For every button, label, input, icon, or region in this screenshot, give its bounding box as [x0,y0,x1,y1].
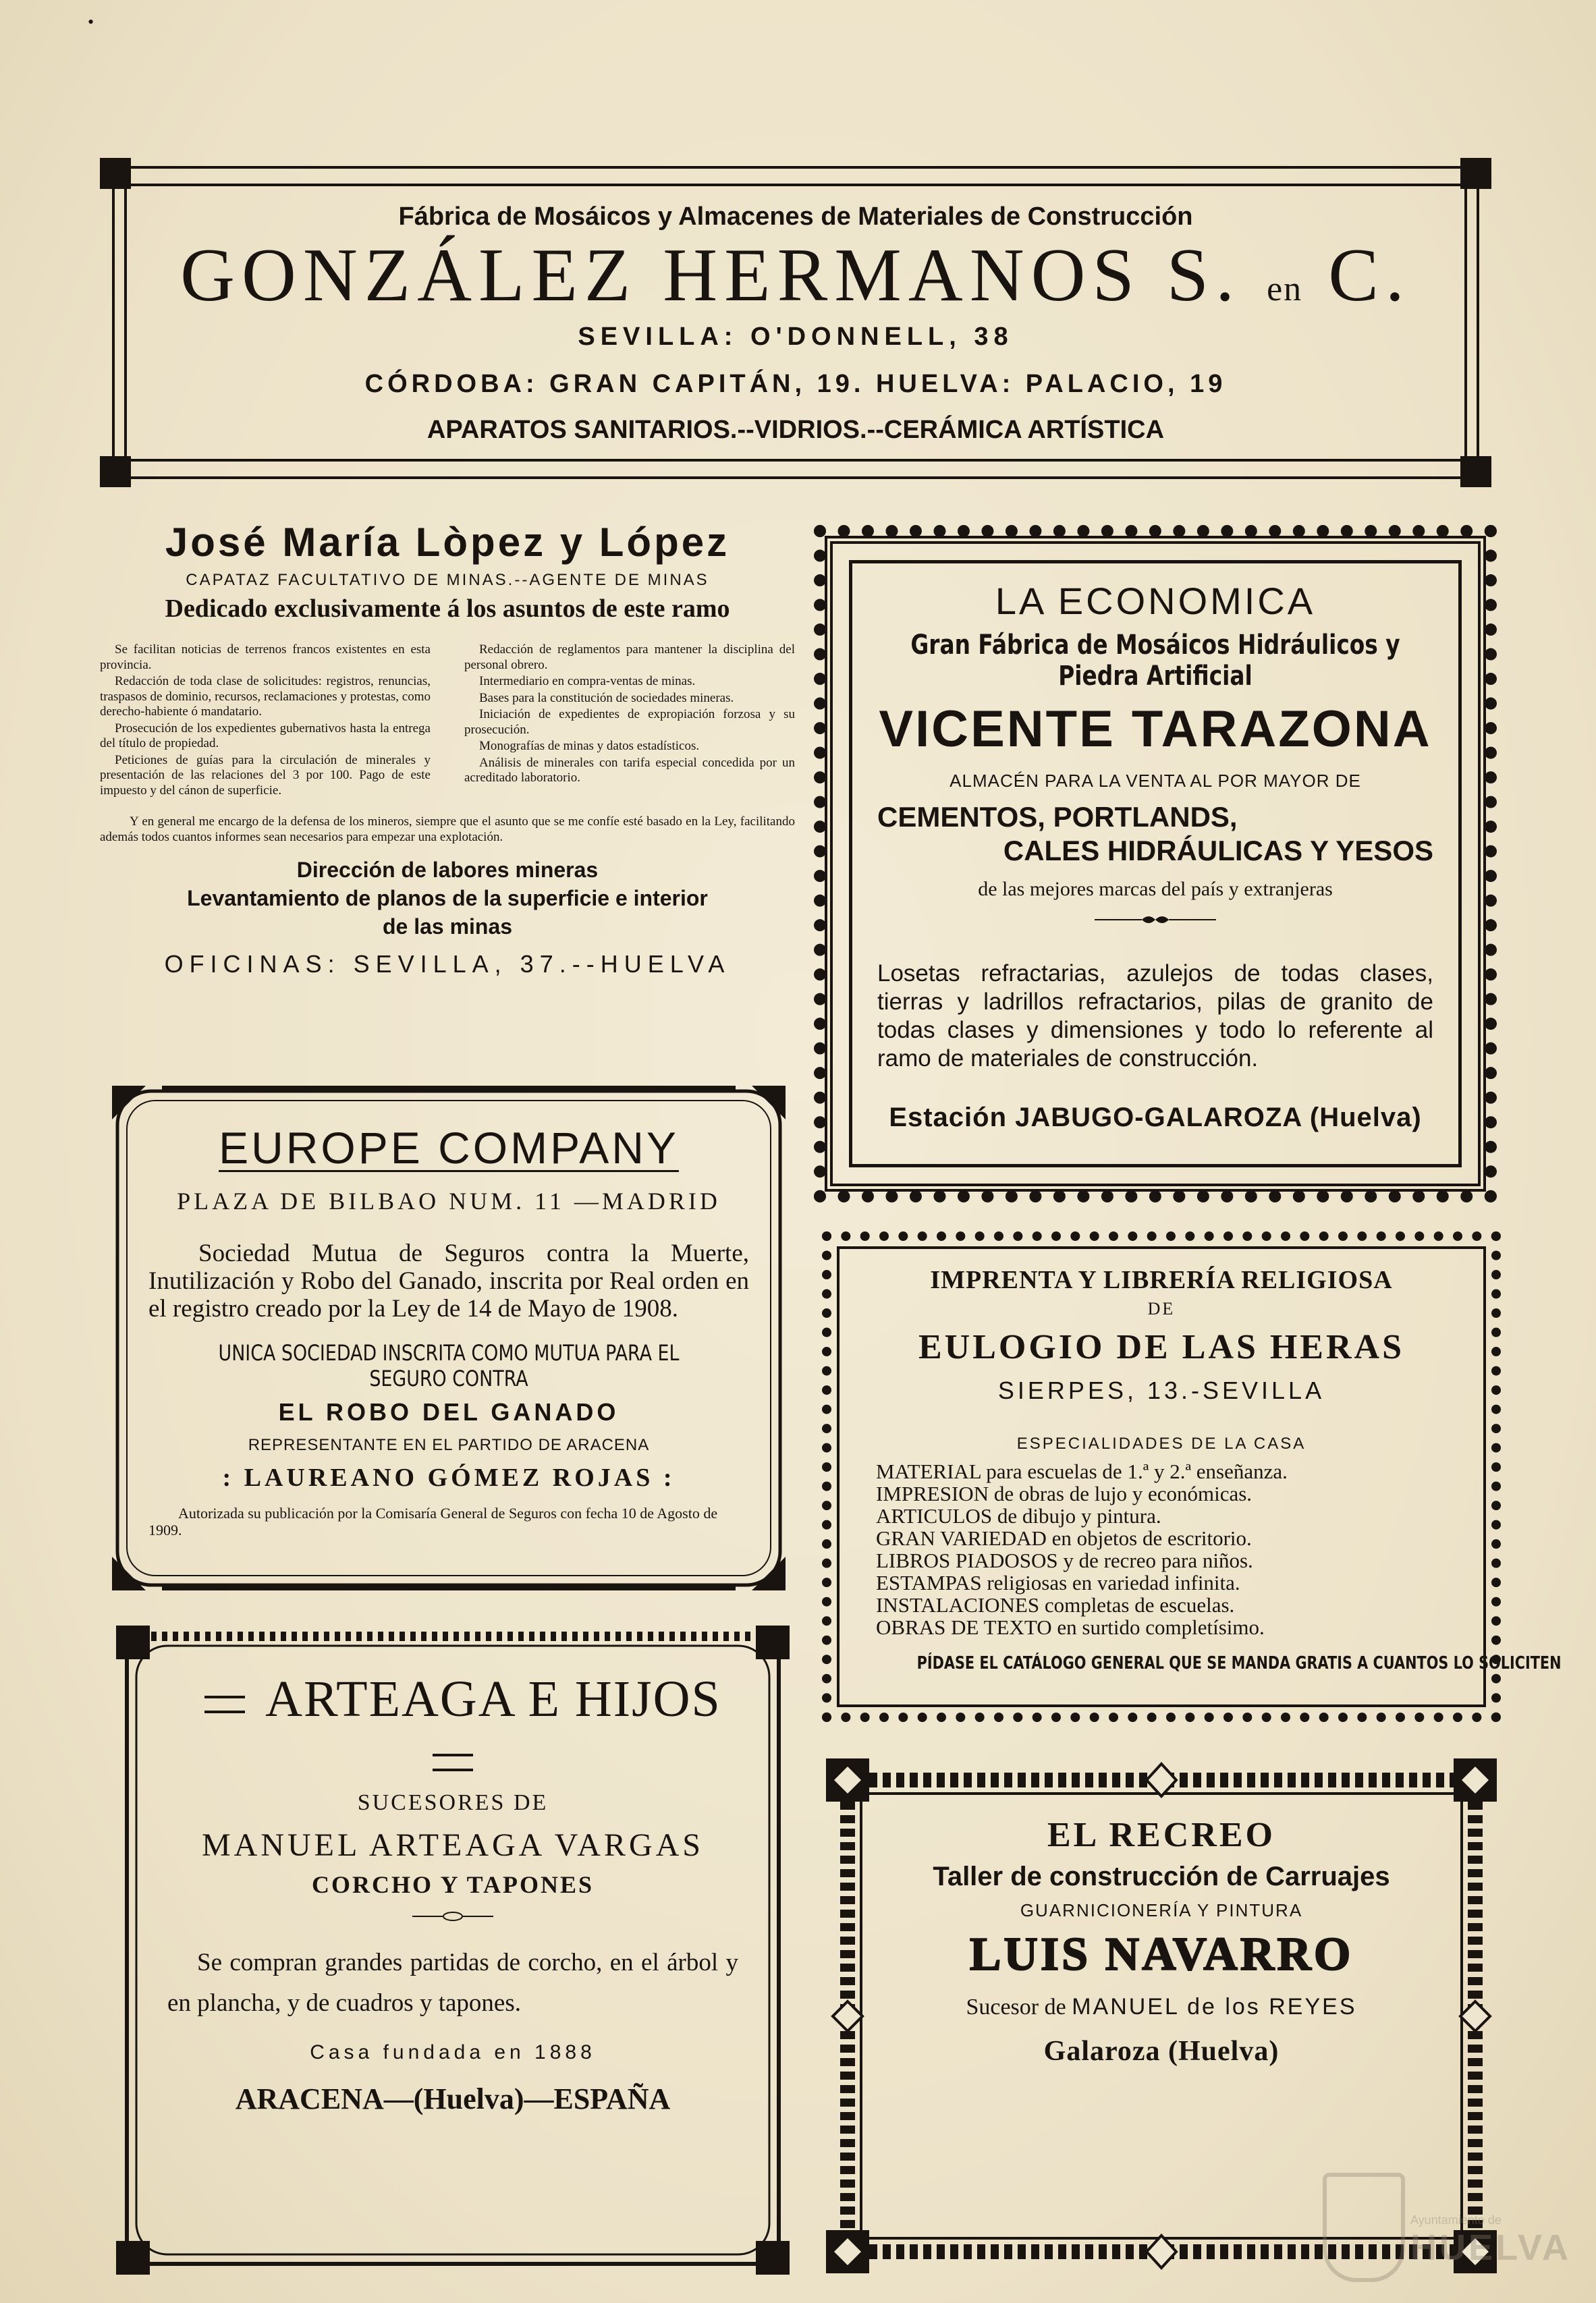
lopez-direction [100,856,795,941]
eulogio-specialties: ESPECIALIDADES DE LA CASA [1016,1435,1306,1453]
economica-products-2: CALES HIDRÁULICAS Y YESOS [1003,835,1433,866]
arteaga-title [154,1670,752,1786]
ad-gonzalez-hermanos [100,154,1491,491]
list-item: ESTAMPAS religiosas en variedad infinita. [876,1571,1240,1594]
economica-title: LA ECONOMICA [995,580,1316,622]
lopez-column-right [464,642,795,800]
lopez-subtitle: CAPATAZ FACULTATIVO DE MINAS.--AGENTE DE MINAS [186,571,709,589]
list-item: MATERIAL para escuelas de 1.ª y 2.ª enseñanza. [876,1460,1288,1483]
corner-square [1460,158,1491,189]
archive-watermark [1316,2166,1571,2287]
arteaga-content [154,1670,752,2116]
arteaga-successors: SUCESORES DE [357,1790,549,1815]
economica-factory: Gran Fábrica de Mosáicos Hidráulicos y Piedra Artificial [910,630,1400,692]
europe-auth: Autorizada su publicación por la Comisaría General de Seguros con fecha 10 de Agosto de 1909. [148,1505,718,1538]
lopez-offices: OFICINAS: SEVILLA, 37.--HUELVA [164,950,731,978]
list-item: Redacción de toda clase de solicitudes: registros, renuncias, traspasos de dominio, recursos, reclamaciones y protestas, como derecho-habiente ó mandatario. [100,674,431,719]
gonzalez-name [100,235,1491,330]
europe-unique: UNICA SOCIEDAD INSCRITA COMO MUTUA PARA EL SEGURO CONTRA [218,1340,680,1391]
lopez-general-text: Y en general me encargo de la defensa de los mineros, siempre que el asunto que se me confíe esté basado en la Ley, facilitando además todos cuantos informes sean necesarios para empezar una explotación. [100,814,795,844]
gonzalez-name-c: C. [1328,233,1411,317]
lopez-direction-line: Dirección de labores mineras [296,858,599,882]
recreo-place: Galaroza (Huelva) [1043,2036,1279,2067]
eulogio-de: DE [1147,1299,1176,1319]
eulogio-title: IMPRENTA Y LIBRERÍA RELIGIOSA [930,1266,1393,1294]
europe-body: Sociedad Mutua de Seguros contra la Muerte, Inutilización y Robo del Ganado, inscrita por Real orden en el registro creado por la Ley de 14 de Mayo de 1908. [148,1240,749,1323]
stray-mark: • [88,12,94,32]
list-item: OBRAS DE TEXTO en surtido completísimo. [876,1615,1265,1639]
europe-rep: REPRESENTANTE EN EL PARTIDO DE ARACENA [248,1436,650,1454]
title-dash-right [433,1754,473,1771]
eulogio-address: SIERPES, 13.-SEVILLA [997,1377,1325,1404]
economica-products-1: CEMENTOS, PORTLANDS, [877,801,1238,833]
title-dash-left [204,1696,245,1713]
list-item: INSTALACIONES completas de escuelas. [876,1593,1235,1617]
list-item: ARTICULOS de dibujo y pintura. [876,1504,1161,1528]
arteaga-founded: Casa fundada en 1888 [310,2041,596,2063]
ad-eulogio-de-las-heras [822,1231,1562,1722]
arteaga-product: CORCHO Y TAPONES [311,1871,595,1898]
corner-square [100,158,131,189]
recreo-extra: GUARNICIONERÍA Y PINTURA [1020,1900,1303,1920]
gonzalez-name-main: GONZÁLEZ HERMANOS S. [180,233,1242,317]
list-item: Iniciación de expedientes de expropiación forzosa y su prosecución. [464,707,795,737]
recreo-workshop: Taller de construcción de Carruajes [933,1862,1390,1891]
economica-warehouse: ALMACÉN PARA LA VENTA AL POR MAYOR DE [950,771,1361,791]
lopez-name: José María Lòpez y López [165,520,730,565]
gonzalez-products: APARATOS SANITARIOS.--VIDRIOS.--CERÁMICA ARTÍSTICA [426,416,1165,444]
eulogio-content [856,1265,1562,1673]
lopez-services-columns [100,642,795,800]
recreo-successor-name: MANUEL de los REYES [1072,1994,1357,2020]
lopez-column-left [100,642,431,800]
list-item: Intermediario en compra-ventas de minas. [479,674,696,688]
arteaga-title-text: ARTEAGA E HIJOS [265,1671,721,1727]
europe-title-text: EUROPE COMPANY [219,1123,679,1173]
europe-robo: EL ROBO DEL GANADO [278,1398,620,1426]
arteaga-place: ARACENA—(Huelva)—ESPAÑA [235,2082,671,2115]
list-item: Redacción de reglamentos para mantener la disciplina del personal obrero. [464,642,795,672]
gonzalez-sevilla-address: SEVILLA: O'DONNELL, 38 [578,323,1014,351]
economica-brands: de las mejores marcas del país y extranjeras [978,878,1333,900]
eulogio-footer: PÍDASE EL CATÁLOGO GENERAL QUE SE MANDA GRATIS A CUANTOS LO SOLICITEN [916,1653,1562,1673]
list-item: Monografías de minas y datos estadísticos. [479,739,700,753]
ornament-divider-icon [1095,913,1216,926]
list-item: Bases para la constitución de sociedades mineras. [479,690,734,705]
ornament-divider-icon [412,1911,493,1922]
list-item: GRAN VARIEDAD en objetos de escritorio. [876,1526,1252,1550]
corner-square [1460,456,1491,487]
eulogio-specialties-list [856,1460,1467,1638]
lopez-direction-line: de las minas [382,914,513,939]
recreo-successor [869,1994,1454,2020]
economica-station: Estación JABUGO-GALAROZA (Huelva) [889,1103,1422,1132]
watermark-line-1: Ayuntamiento de [1410,2213,1502,2227]
recreo-successor-prefix: Sucesor de [966,1995,1066,2020]
frame-bottom-rule [100,459,1491,479]
lopez-direction-line: Levantamiento de planos de la superficie e interior [187,886,708,910]
list-item: IMPRESION de obras de lujo y económicas. [876,1482,1253,1505]
list-item: LIBROS PIADOSOS y de recreo para niños. [876,1549,1253,1572]
economica-owner: VICENTE TARAZONA [879,700,1432,758]
arteaga-founder: MANUEL ARTEAGA VARGAS [202,1827,704,1863]
gonzalez-cordoba-huelva-address: CÓRDOBA: GRAN CAPITÁN, 19. HUELVA: PALACIO, 19 [364,370,1227,398]
recreo-content [869,1815,1454,2068]
list-item: Análisis de minerales con tarifa especial concedida por un acreditado laboratorio. [464,755,795,785]
ad-arteaga-e-hijos [113,1623,792,2277]
gonzalez-tagline: Fábrica de Mosáicos y Almacenes de Materiales de Construcción [398,202,1193,231]
corner-square [100,456,131,487]
lopez-dedicated: Dedicado exclusivamente á los asuntos de este ramo [165,594,730,623]
economica-content [854,579,1456,1133]
europe-agent: : LAUREANO GÓMEZ ROJAS : [222,1464,676,1492]
list-item: Peticiones de guías para la circulación de minerales y presentación de las relaciones del 3 por 100. Pago de este impuesto y del cánon de superficie. [100,752,431,798]
coat-of-arms-icon [1323,2173,1405,2282]
recreo-title: EL RECREO [1047,1816,1275,1854]
arteaga-body: Se compran grandes partidas de corcho, en el árbol y en plancha, y de cuadros y tapones. [167,1949,738,2017]
europe-title [148,1122,749,1173]
europe-address: PLAZA DE BILBAO NUM. 11 —MADRID [177,1188,721,1215]
list-item: Prosecución de los expedientes gubernativos hasta la entrega del título de propiedad. [100,721,431,750]
watermark-line-2: HUELVA [1410,2227,1571,2268]
frame-top-rule [100,166,1491,186]
recreo-owner: LUIS NAVARRO [969,1929,1354,1980]
economica-body: Losetas refractarias, azulejos de todas clases, tierras y ladrillos refractarios, pilas de granito de todas clases y dimensiones y todo lo referente al ramo de materiales de construcción. [877,960,1433,1072]
gonzalez-name-en: en [1267,270,1303,308]
europe-content [148,1122,749,1538]
list-item: Se facilitan noticias de terrenos francos existentes en esta provincia. [100,642,431,672]
ad-europe-company [108,1082,790,1594]
ad-lopez [100,518,795,1058]
eulogio-name: EULOGIO DE LAS HERAS [918,1328,1405,1366]
ad-la-economica [814,525,1497,1202]
